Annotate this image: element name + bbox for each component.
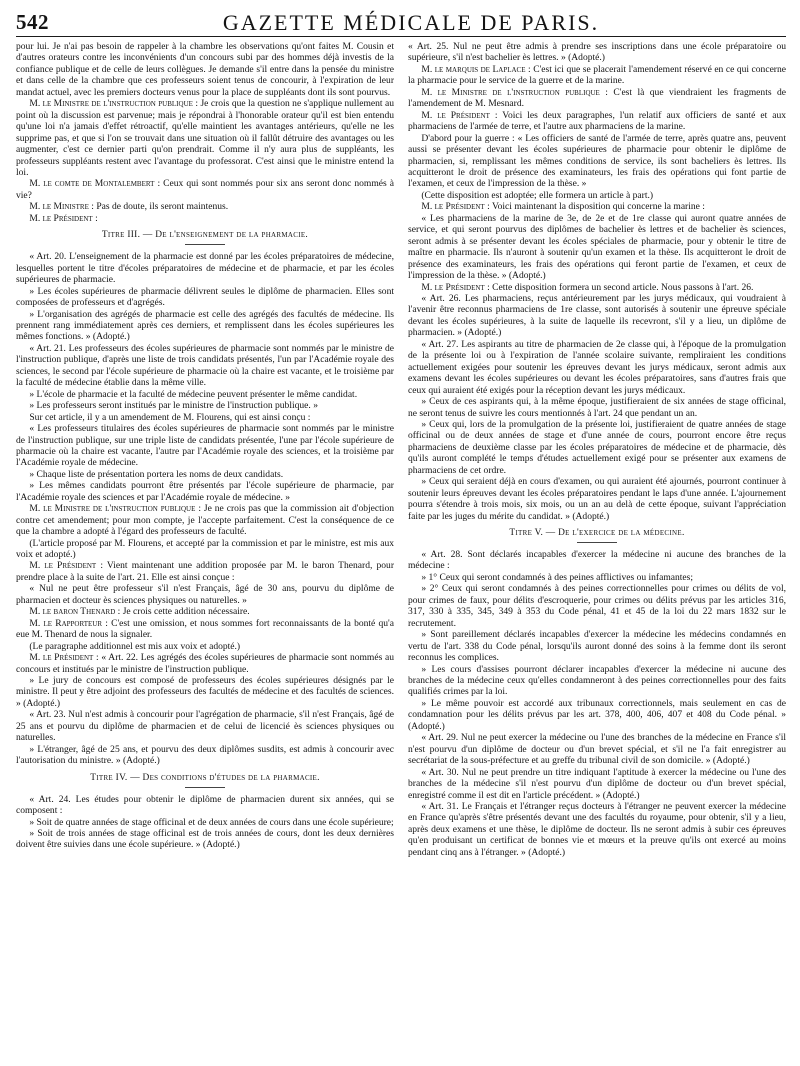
paragraph-text: « Nul ne peut être professeur s'il n'est Français, âgé de 30 ans, pourvu du diplôme de pharmacien et docteur ès sciences physiques ou naturelles. »	[16, 583, 394, 606]
paragraph	[16, 538, 394, 561]
paragraph-text: « Art. 25. Nul ne peut être admis à prendre ses inscriptions dans une école préparatoire ou supérieure, s'il n'est bachelier ès lettres. » (Adopté.)	[408, 41, 786, 64]
paragraph	[16, 560, 394, 583]
paragraph	[16, 641, 394, 652]
paragraph-text: :	[95, 212, 98, 224]
paragraph	[16, 675, 394, 709]
paragraph	[16, 744, 394, 767]
section-heading: Titre IV. — Des conditions d'études de la pharmacie.	[16, 772, 394, 788]
speaker-name: M. le Ministre	[29, 201, 89, 213]
speaker-name: M. le Ministre de l'instruction publique	[29, 98, 193, 110]
paragraph-text: » Les mêmes candidats pourront être présentés par l'école supérieure de pharmacie, par l'Académie royale des sciences et par l'Académie royale de médecine. »	[16, 480, 394, 503]
paragraph-text: (L'article proposé par M. Flourens, et accepté par la commission et par le ministre, est mis aux voix et adopté.)	[16, 537, 394, 561]
paragraph	[408, 583, 786, 629]
paragraph-text: « Art. 20. L'enseignement de la pharmacie est donné par les écoles préparatoires de médecine, lesquelles portent le titre d'écoles préparatoires de médecine et de pharmacie, et par les écoles supérieures de pharmacie.	[16, 251, 394, 286]
paragraph-text: « Les pharmaciens de la marine de 3e, de 2e et de 1re classe qui auront quatre années de service, et qui seront pourvus des diplômes de bachelier ès lettres et de bachelier ès sciences, seront admis à se présenter devant les écoles spéciales de pharmacie, pour y obtenir le titre de maître en pharmacie. Ils n'auront à soutenir qu'un examen et la thèse. Ils acquitteront le droit de présence des examinateurs, les frais des opérations qui feront partie de l'examen, et ceux de l'impression de la thèse. » (Adopté.)	[408, 212, 786, 282]
speaker-name: M. le Président	[421, 281, 485, 293]
paragraph	[408, 549, 786, 572]
paragraph-text: » Le même pouvoir est accordé aux tribunaux correctionnels, mais seulement en cas de condamnation pour les délits prévus par les art. 378, 400, 406, 407 et 408 du Code pénal. » (Adopté.)	[408, 697, 786, 732]
speaker-name: M. le Ministre de l'instruction publique	[421, 86, 600, 98]
paragraph-text: : Ceux qui sont nommés pour six ans seront donc nommés à vie?	[16, 178, 394, 201]
paragraph	[408, 282, 786, 293]
paragraph	[16, 251, 394, 285]
paragraph	[16, 828, 394, 851]
paragraph-text: : Cette disposition formera un second article. Nous passons à l'art. 26.	[487, 281, 754, 293]
paragraph-text: « Art. 29. Nul ne peut exercer la médecine ou l'une des branches de la médecine en France s'il n'est pourvu d'un diplôme de docteur ou d'un brevet spécial, et s'il ne l'a fait enregistrer au secrétariat de la sous-préfecture et au greffe du tribunal civil de son domicile. » (Adopté.)	[408, 732, 786, 767]
paragraph-text: (Le paragraphe additionnel est mis aux voix et adopté.)	[29, 640, 241, 652]
paragraph	[408, 201, 786, 212]
journal-title: GAZETTE MÉDICALE DE PARIS.	[222, 10, 600, 35]
paragraph-text: « Art. 26. Les pharmaciens, reçus antérieurement par les jurys médicaux, qui voudraient à l'avenir être reconnus pharmaciens de 1re classe, sont autorisés à soutenir une épreuve spéciale devant les écoles supérieures, à la suite de laquelle ils recevront, s'il y a lieu, un diplôme de pharmacien. » (Adopté.)	[408, 292, 786, 339]
paragraph-text: pour lui. Je n'ai pas besoin de rappeler à la chambre les observations qu'ont faites M. Cousin et d'autres orateurs contre les inconvénients d'un concours subi par des hommes déjà investis de la confiance publique et de celle de leurs collègues. Je demande s'il entre dans la pensée du ministre et dans celle de la chambre que ces professeurs soient tenus de concourir, à l'expiration de leur mandat actuel, avec les premiers docteurs venus pour la place de suppléants dont ils sont pourvus.	[16, 41, 394, 98]
paragraph-text: » Ceux de ces aspirants qui, à la même époque, justifieraient de six années de stage officinal, ne seront tenus de suivre les cours mentionnés à l'art. 24 que pendant un an.	[408, 396, 786, 419]
paragraph	[408, 133, 786, 190]
paragraph-text: » L'étranger, âgé de 25 ans, et pourvu des deux diplômes susdits, est admis à concourir avec l'autorisation du ministre. » (Adopté.)	[16, 743, 394, 767]
paragraph-text: » Chaque liste de présentation portera les noms de deux candidats.	[29, 468, 284, 480]
paragraph	[408, 87, 786, 110]
paragraph	[16, 709, 394, 743]
paragraph	[16, 213, 394, 224]
paragraph	[408, 213, 786, 282]
paragraph-text: (Cette disposition est adoptée; elle formera un article à part.)	[421, 189, 654, 201]
paragraph	[408, 64, 786, 87]
paragraph	[16, 652, 394, 675]
paragraph	[408, 110, 786, 133]
left-column	[16, 41, 394, 1061]
paragraph	[16, 286, 394, 309]
paragraph-text: : C'est ici que se placerait l'amendement réservé en ce qui concerne la pharmacie pour le service de la guerre et de la marine.	[408, 63, 786, 87]
paragraph-text: : C'est une omission, et nous sommes fort reconnaissants de la bonté qu'a eue M. Thenard de nous la signaler.	[16, 617, 394, 641]
speaker-name: M. le Président	[421, 109, 490, 121]
paragraph	[408, 801, 786, 858]
paragraph-text: « Art. 27. Les aspirants au titre de pharmacien de 2e classe qui, à l'époque de la promulgation de la présente loi ou à l'expiration de l'année scolaire suivante, rempliraient les conditions actuellement exigées pour soutenir les épreuves devant les jurys médicaux, seront admis aux examens devant les écoles supérieures ou devant les écoles préparatoires, sans d'autres frais que ceux qui auraient été exigés pour la réception devant les jurys médicaux.	[408, 338, 786, 396]
paragraph	[16, 178, 394, 201]
paragraph-text: : C'est là que viendraient les fragments de l'amendement de M. Mesnard.	[408, 86, 786, 110]
section-heading: Titre III. — De l'enseignement de la pharmacie.	[16, 229, 394, 245]
paragraph-text: « Art. 21. Les professeurs des écoles supérieures de pharmacie sont nommés par le ministre de l'instruction publique, d'après une liste de trois candidats présentés, l'un par l'Académie royale des sciences, le second par l'école supérieure de pharmacie où la chaire est vacante, et le troisième par la faculté de médecine établie dans la même ville.	[16, 342, 394, 389]
paragraph	[16, 618, 394, 641]
paragraph-text: » Soit de trois années de stage officinal est de trois années de cours, dont les deux dernières doivent être suivies dans une école supérieure. » (Adopté.)	[16, 828, 394, 851]
paragraph-text: » Les professeurs seront institués par le ministre de l'instruction publique. »	[29, 400, 318, 412]
speaker-name: M. le marquis de Laplace	[421, 63, 526, 75]
speaker-name: M. le baron Thenard	[29, 606, 116, 618]
section-heading: Titre V. — De l'exercice de la médecine.	[408, 527, 786, 543]
paragraph	[408, 190, 786, 201]
paragraph	[16, 480, 394, 503]
speaker-name: M. le Président	[29, 652, 94, 664]
right-column	[408, 41, 786, 1061]
paragraph	[16, 606, 394, 617]
paragraph-text: : Voici maintenant la disposition qui concerne la marine :	[487, 201, 705, 213]
paragraph	[16, 98, 394, 178]
paragraph-text: » Ceux qui, lors de la promulgation de la présente loi, justifieraient de quatre années de stage officinal ou de deux années de stage et d'une année de cours, pourront encore être reçus pharmaciens de deuxième classe par les écoles préparatoires de médecine et de pharmacie, dès qu'ils auront complété le temps d'études actuellement exigé pour se présenter aux examens de pharmaciens de cet ordre.	[408, 418, 786, 476]
speaker-name: M. le Rapporteur	[29, 617, 102, 629]
paragraph	[408, 293, 786, 339]
paragraph-text: « Art. 31. Le Français et l'étranger reçus docteurs à l'étranger ne peuvent exercer la médecine en France qu'après s'être présentés devant une des facultés du royaume, pour obtenir, s'il y a lieu, après deux examens et une thèse, le diplôme de docteur. Ils ne seront admis à subir ces épreuves qu'en produisant un certificat de bonnes vie et mœurs et la preuve qu'ils ont exercé au moins pendant cinq ans à l'étranger. » (Adopté.)	[408, 801, 786, 858]
paragraph-text: » 1° Ceux qui seront condamnés à des peines afflictives ou infamantes;	[421, 571, 694, 583]
paragraph-text: Sur cet article, il y a un amendement de M. Flourens, qui est ainsi conçu :	[29, 411, 311, 423]
paragraph	[408, 732, 786, 766]
speaker-name: M. le Ministre de l'instruction publique	[29, 503, 196, 515]
paragraph-text: D'abord pour la guerre : « Les officiers de santé de l'armée de terre, après quatre ans, peuvent aussi se présenter devant les écoles supérieures de pharmacie pour obtenir le diplôme de pharmacien, si, remplissant les mêmes conditions de service, ils sont bacheliers ès lettres. Ils acquitteront le droit de présence des examinateurs, les frais des opérations qui font partie de l'examen, et ceux de l'impression de la thèse. »	[408, 132, 786, 190]
paragraph-text: » Soit de quatre années de stage officinal et de deux années de cours dans une école supérieure;	[29, 816, 394, 828]
paragraph-text: » L'école de pharmacie et la faculté de médecine peuvent présenter le même candidat.	[29, 388, 358, 400]
paragraph	[16, 794, 394, 817]
paragraph-text: » Le jury de concours est composé de professeurs des écoles supérieures désignés par le ministre. Il peut y être adjoint des professeurs des facultés de médecine et des facultés de sciences. » (Adopté.)	[16, 675, 394, 709]
speaker-name: M. le Président	[421, 201, 485, 213]
paragraph	[408, 476, 786, 522]
paragraph	[16, 309, 394, 343]
paragraph-text: » 2° Ceux qui seront condamnés à des peines correctionnelles pour crimes ou délits de vol, pour crimes de faux, pour délits d'escroquerie, pour crimes ou délits prévus par les articles 316, 317, 330 à 335, 345, 349 à 353 du Code pénal, 41 et 45 de la loi du 22 mars 1832 sur le recrutement.	[408, 583, 786, 629]
paragraph-text: » L'organisation des agrégés de pharmacie est celle des agrégés des facultés de médecine. Ils prennent rang immédiatement après ces derniers, et remplissent dans les écoles supérieures les mêmes fonctions. » (Adopté.)	[16, 308, 394, 343]
paragraph	[16, 469, 394, 480]
paragraph-text: : Voici les deux paragraphes, l'un relatif aux officiers de santé et aux pharmaciens de l'armée de terre, et l'autre aux pharmaciens de la marine.	[408, 109, 786, 133]
paragraph	[16, 583, 394, 606]
speaker-name: M. le Président	[29, 212, 93, 224]
paragraph-text: « Art. 28. Sont déclarés incapables d'exercer la médecine ni aucune des branches de la médecine :	[408, 549, 786, 572]
paragraph-text: : « Art. 22. Les agrégés des écoles supérieures de pharmacie sont nommés au concours et institués par le ministre de l'instruction publique.	[16, 652, 394, 675]
paragraph	[408, 572, 786, 583]
paragraph	[408, 664, 786, 698]
paragraph	[408, 698, 786, 732]
paragraph	[16, 423, 394, 469]
paragraph-text: : Vient maintenant une addition proposée par M. le baron Thenard, pour prendre place à la suite de l'art. 21. Elle est ainsi conçue :	[16, 560, 394, 583]
paragraph-text: » Les cours d'assises pourront déclarer incapables d'exercer la médecine ni aucune des branches de la médecine ceux qu'elles condamneront à des peines correctionnelles pour des faits qualifiés crimes par la loi.	[408, 663, 786, 698]
paragraph-text: » Les écoles supérieures de pharmacie délivrent seules le diplôme de pharmacien. Elles sont composées de professeurs et d'agrégés.	[16, 285, 394, 309]
paragraph-text: « Art. 30. Nul ne peut prendre un titre indiquant l'aptitude à exercer la médecine ou l'une des branches de la médecine s'il n'est pourvu d'un diplôme de docteur ou d'un brevet spécial, enregistré comme il est dit en l'article précédent. » (Adopté.)	[408, 766, 786, 801]
paragraph-text: « Art. 23. Nul n'est admis à concourir pour l'agrégation de pharmacie, s'il n'est Français, âgé de 25 ans et pourvu du diplôme de pharmacien et de celui de licencié ès sciences physiques ou naturelles.	[16, 709, 394, 744]
paragraph	[16, 201, 394, 212]
paragraph	[16, 343, 394, 389]
paragraph-text: : Je crois que la question ne s'applique nullement au point où la discussion est parvenue; mais je répondrai à l'honorable orateur qu'il est bien entendu qu'une loi n'a jamais d'effet rétroactif, qu'elle maintient les avantages antérieurs, qu'elle ne les supprime pas, et que si l'on se trouvait dans une situation où il fallût détruire des avantages ou les augmenter, c'est ce dernier parti qu'on prendrait. Comme il n'y aura plus de suppléants, les professeurs suppléants restent avec l'avantage du professorat. C'est ainsi que le ministre entend la loi.	[16, 98, 394, 178]
paragraph	[16, 389, 394, 400]
speaker-name: M. le Président	[29, 560, 97, 572]
speaker-name: M. le comte de Montalembert	[29, 178, 155, 190]
paragraph-text: : Je crois cette addition nécessaire.	[117, 606, 250, 618]
paragraph	[16, 412, 394, 423]
paragraph	[408, 396, 786, 419]
paragraph	[408, 629, 786, 663]
paragraph-text: » Ceux qui seraient déjà en cours d'examen, ou qui auraient été ajournés, pourront continuer à soutenir leurs épreuves devant les écoles préparatoires pendant le laps d'une année. L'ajournement pourra s'étendre à trois mois, six mois, ou un an au delà de cette époque, suivant l'appréciation faite par les juges du mérite du candidat. » (Adopté.)	[408, 476, 786, 522]
paragraph	[408, 767, 786, 801]
paragraph	[16, 817, 394, 828]
paragraph	[408, 339, 786, 396]
text-columns	[16, 41, 786, 1061]
paragraph	[16, 400, 394, 411]
paragraph	[408, 419, 786, 476]
paragraph	[16, 503, 394, 537]
masthead	[16, 10, 786, 37]
paragraph-text: « Les professeurs titulaires des écoles supérieures de pharmacie sont nommés par le ministre de l'instruction publique, sur une triple liste de candidats présentée, l'une par l'école supérieure de pharmacie où la chaire est vacante, l'autre par l'Académie royale des sciences, et la troisième par l'Académie royale de médecine.	[16, 423, 394, 469]
paragraph	[408, 41, 786, 64]
paragraph-text: : Je ne crois pas que la commission ait d'objection contre cet amendement; pour mon compte, je l'accepte parfaitement. C'est la conséquence de ce que la chambre a adopté à l'égard des professeurs de faculté.	[16, 503, 394, 538]
paragraph-text: » Sont pareillement déclarés incapables d'exercer la médecine les médecins condamnés en vertu de l'art. 338 du Code pénal, lorsqu'ils auront donné des soins à la femme dont ils seront reconnus les complices.	[408, 629, 786, 664]
paragraph-text: « Art. 24. Les études pour obtenir le diplôme de pharmacien durent six années, qui se composent :	[16, 793, 394, 817]
page-number: 542	[16, 10, 49, 34]
paragraph	[16, 41, 394, 98]
paragraph-text: : Pas de doute, ils seront maintenus.	[91, 201, 229, 213]
